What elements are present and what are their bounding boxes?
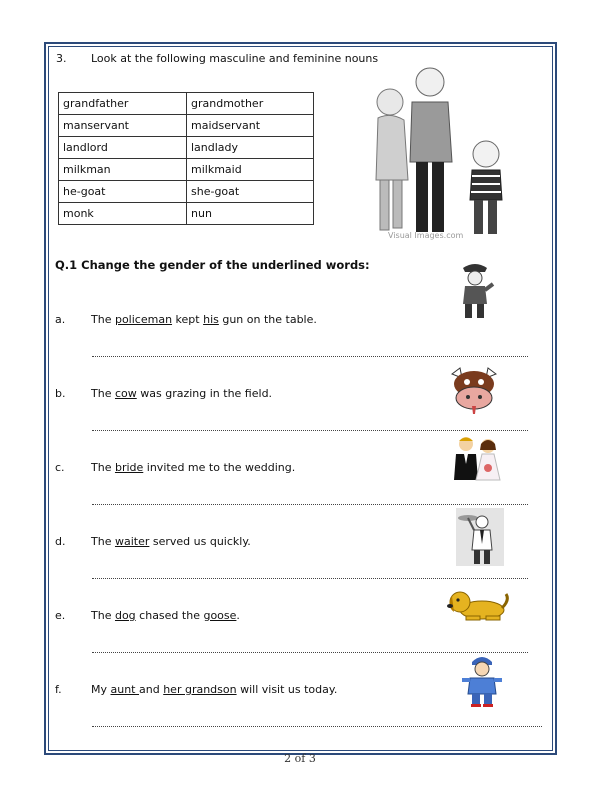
sentence-text: My	[91, 683, 111, 696]
underlined-word: policeman	[114, 313, 173, 326]
feminine-cell: she-goat	[187, 181, 314, 203]
feminine-cell: nun	[187, 203, 314, 225]
item-sentence	[91, 461, 295, 474]
underlined-word: his	[203, 313, 219, 326]
feminine-cell: grandmother	[187, 93, 314, 115]
item-letter: e.	[55, 609, 66, 622]
sentence-text: will visit us today.	[236, 683, 338, 696]
table-row	[59, 115, 314, 137]
sentence-text: The	[91, 313, 115, 326]
answer-line[interactable]	[92, 430, 528, 431]
table-row	[59, 203, 314, 225]
item-letter: d.	[55, 535, 66, 548]
sentence-text: gun on the table.	[218, 313, 317, 326]
masculine-cell: milkman	[59, 159, 187, 181]
underlined-word: aunt	[110, 683, 139, 696]
masculine-cell: landlord	[59, 137, 187, 159]
policeman-icon	[455, 260, 495, 320]
feminine-cell: maidservant	[187, 115, 314, 137]
nouns-table	[58, 92, 314, 225]
underlined-word: cow	[114, 387, 137, 400]
answer-line[interactable]	[92, 504, 528, 505]
sentence-text: The	[91, 535, 115, 548]
sentence-text: invited me to the wedding.	[143, 461, 296, 474]
table-row	[59, 181, 314, 203]
item-sentence	[91, 313, 317, 326]
waiter-icon	[456, 508, 504, 566]
boy-icon	[462, 652, 502, 708]
feminine-cell: milkmaid	[187, 159, 314, 181]
underlined-word: goose	[203, 609, 237, 622]
answer-line[interactable]	[92, 578, 528, 579]
underlined-word: dog	[114, 609, 136, 622]
sentence-text: served us quickly.	[149, 535, 251, 548]
family-illustration	[368, 62, 518, 242]
item-letter: a.	[55, 313, 66, 326]
table-row	[59, 159, 314, 181]
answer-line[interactable]	[92, 726, 542, 727]
item-sentence	[91, 387, 272, 400]
question-title: Q.1 Change the gender of the underlined words:	[55, 258, 370, 272]
cow-icon	[446, 364, 502, 416]
dog-icon	[440, 586, 510, 622]
masculine-cell: monk	[59, 203, 187, 225]
underlined-word: bride	[114, 461, 144, 474]
sentence-text: .	[236, 609, 240, 622]
masculine-cell: grandfather	[59, 93, 187, 115]
masculine-cell: manservant	[59, 115, 187, 137]
item-letter: f.	[55, 683, 62, 696]
sentence-text: and	[139, 683, 164, 696]
sentence-text: chased the	[135, 609, 204, 622]
item-letter: c.	[55, 461, 65, 474]
section-instruction: Look at the following masculine and feminine nouns	[91, 52, 379, 65]
item-sentence	[91, 683, 337, 696]
table-row	[59, 137, 314, 159]
sentence-text: The	[91, 461, 115, 474]
page-number: 2 of 3	[284, 752, 316, 765]
masculine-cell: he-goat	[59, 181, 187, 203]
answer-line[interactable]	[92, 356, 528, 357]
sentence-text: The	[91, 387, 115, 400]
feminine-cell: landlady	[187, 137, 314, 159]
sentence-text: The	[91, 609, 115, 622]
bride-groom-icon	[452, 434, 502, 482]
watermark: Visual Images.com	[388, 231, 464, 240]
item-sentence	[91, 609, 240, 622]
item-sentence	[91, 535, 251, 548]
underlined-word: her grandson	[163, 683, 237, 696]
section-number: 3.	[56, 52, 67, 65]
item-letter: b.	[55, 387, 66, 400]
underlined-word: waiter	[114, 535, 150, 548]
sentence-text: kept	[172, 313, 204, 326]
table-row	[59, 93, 314, 115]
sentence-text: was grazing in the field.	[136, 387, 273, 400]
